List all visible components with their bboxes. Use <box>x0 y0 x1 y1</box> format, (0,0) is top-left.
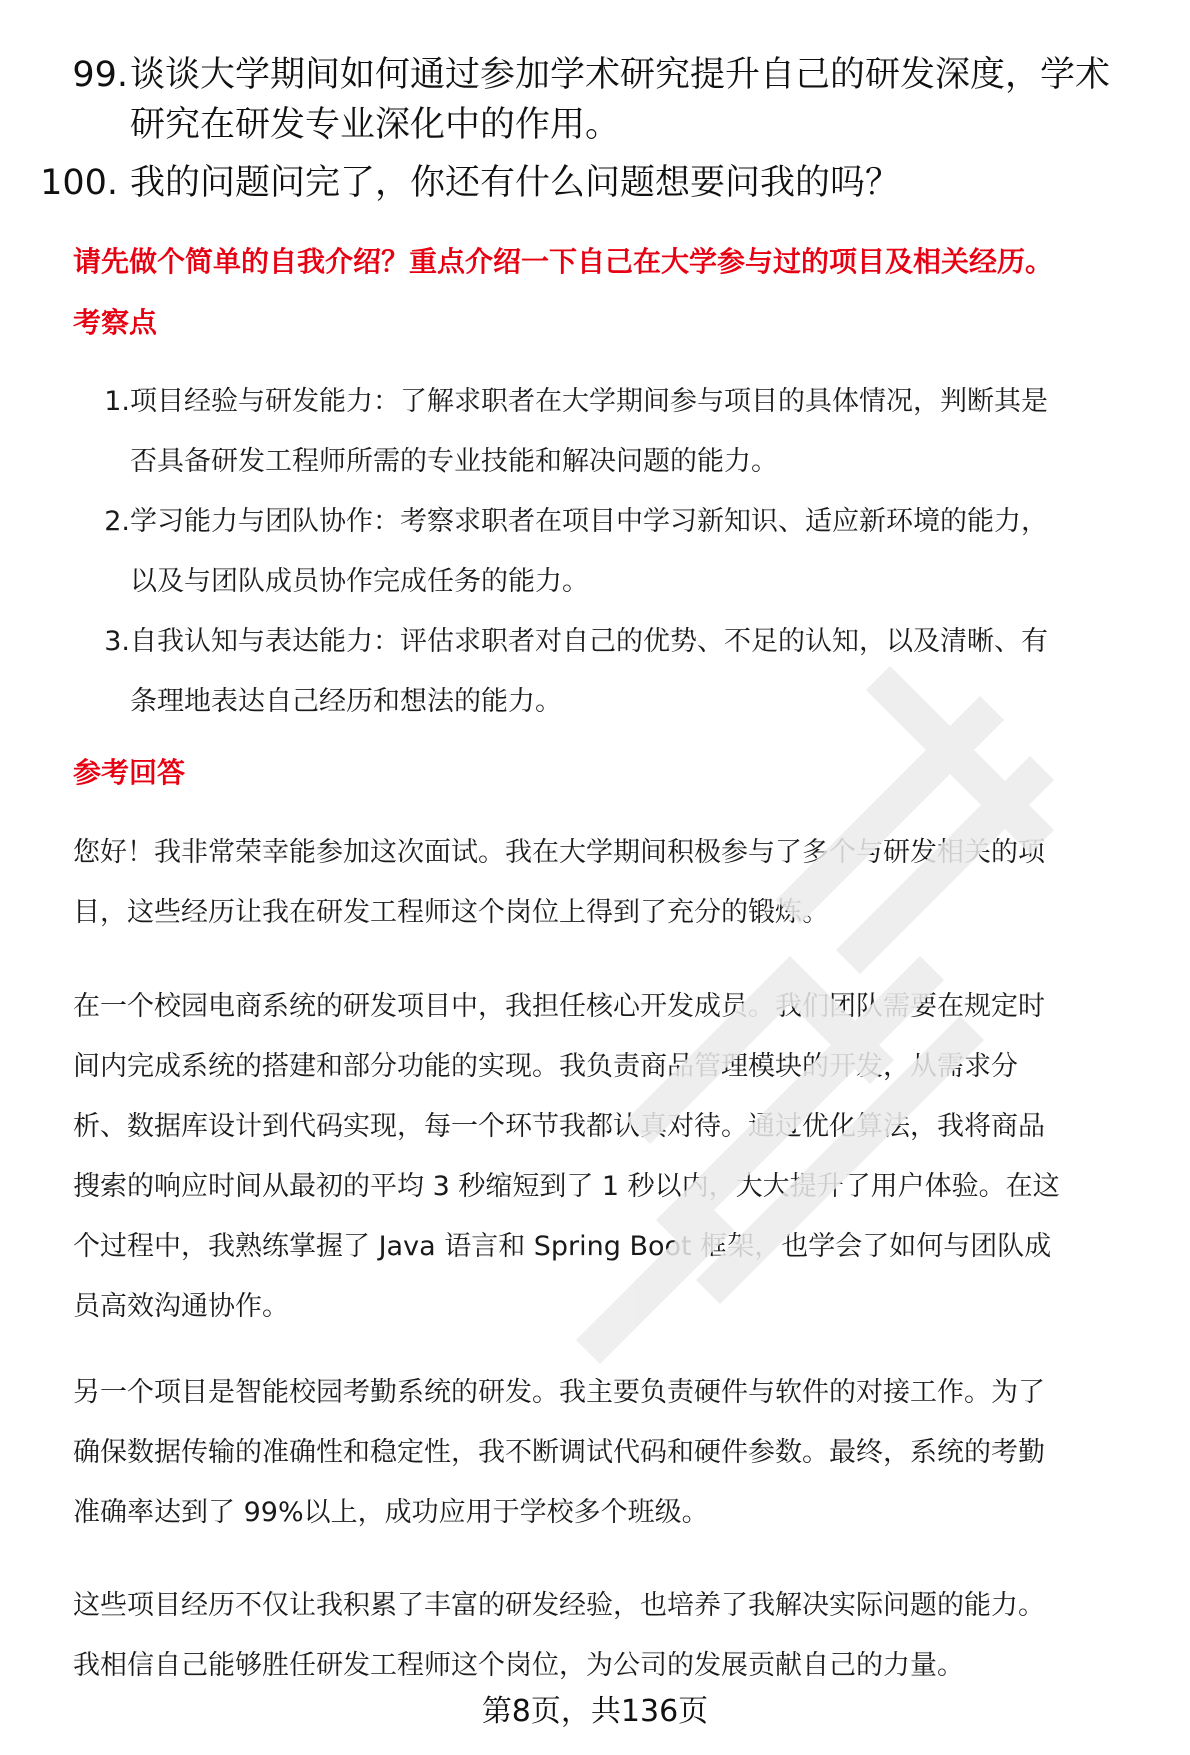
answer-paragraph <box>73 823 1173 943</box>
question-number: 99. <box>72 55 128 95</box>
question-text-line: 我的问题问完了，你还有什么问题想要问我的吗？ <box>130 163 901 203</box>
paragraph-line: 确保数据传输的准确性和稳定性，我不断调试代码和硬件参数。最终，系统的考勤 <box>73 1437 1045 1468</box>
paragraph-line: 搜索的响应时间从最初的平均 3 秒缩短到了 1 秒以内，大大提升了用户体验。在这 <box>73 1171 1060 1202</box>
list-item-line: 学习能力与团队协作：考察求职者在项目中学习新知识、适应新环境的能力， <box>130 506 1048 537</box>
paragraph-line: 准确率达到了 99%以上，成功应用于学校多个班级。 <box>73 1497 709 1528</box>
answer-paragraph <box>73 1576 1173 1696</box>
question-99 <box>0 50 1190 150</box>
list-item-line: 否具备研发工程师所需的专业技能和解决问题的能力。 <box>130 446 778 477</box>
list-item-line: 以及与团队成员协作完成任务的能力。 <box>130 566 589 597</box>
focus-points-heading: 考察点 <box>73 306 158 339</box>
list-item <box>73 492 1173 612</box>
page-number: 第8页，共136页 <box>481 1694 709 1729</box>
question-text-line: 研究在研发专业深化中的作用。 <box>130 105 621 145</box>
paragraph-line: 目，这些经历让我在研发工程师这个岗位上得到了充分的锻炼。 <box>73 897 829 928</box>
paragraph-line: 个过程中，我熟练掌握了 Java 语言和 Spring Boot 框架，也学会了如何与团队成 <box>73 1231 1052 1262</box>
question-text-line: 谈谈大学期间如何通过参加学术研究提升自己的研发深度，学术 <box>130 55 1111 95</box>
focus-points-list <box>73 372 1173 732</box>
paragraph-line: 析、数据库设计到代码实现，每一个环节我都认真对待。通过优化算法，我将商品 <box>73 1111 1045 1142</box>
paragraph-line: 我相信自己能够胜任研发工程师这个岗位，为公司的发展贡献自己的力量。 <box>73 1650 964 1681</box>
list-item-line: 条理地表达自己经历和想法的能力。 <box>130 686 562 717</box>
answer-paragraph <box>73 1363 1173 1543</box>
answer-paragraph <box>73 977 1173 1337</box>
paragraph-line: 这些项目经历不仅让我积累了丰富的研发经验，也培养了我解决实际问题的能力。 <box>73 1590 1045 1621</box>
paragraph-line: 您好！我非常荣幸能参加这次面试。我在大学期间积极参与了多个与研发相关的项 <box>73 837 1045 868</box>
question-100 <box>0 158 1190 208</box>
list-item-number: 1. <box>104 386 130 417</box>
list-item <box>73 372 1173 492</box>
list-item-number: 2. <box>104 506 130 537</box>
question-number: 100. <box>40 163 118 203</box>
list-item-number: 3. <box>104 626 130 657</box>
interview-question-heading: 请先做个简单的自我介绍？重点介绍一下自己在大学参与过的项目及相关经历。 <box>73 245 1054 278</box>
paragraph-line: 间内完成系统的搭建和部分功能的实现。我负责商品管理模块的开发，从需求分 <box>73 1051 1018 1082</box>
answer-heading: 参考回答 <box>73 756 186 789</box>
paragraph-line: 在一个校园电商系统的研发项目中，我担任核心开发成员。我们团队需要在规定时 <box>73 991 1045 1022</box>
paragraph-line: 另一个项目是智能校园考勤系统的研发。我主要负责硬件与软件的对接工作。为了 <box>73 1377 1045 1408</box>
paragraph-line: 员高效沟通协作。 <box>73 1291 289 1322</box>
list-item-line: 自我认知与表达能力：评估求职者对自己的优势、不足的认知，以及清晰、有 <box>130 626 1048 657</box>
list-item <box>73 612 1173 732</box>
list-item-line: 项目经验与研发能力：了解求职者在大学期间参与项目的具体情况，判断其是 <box>130 386 1048 417</box>
